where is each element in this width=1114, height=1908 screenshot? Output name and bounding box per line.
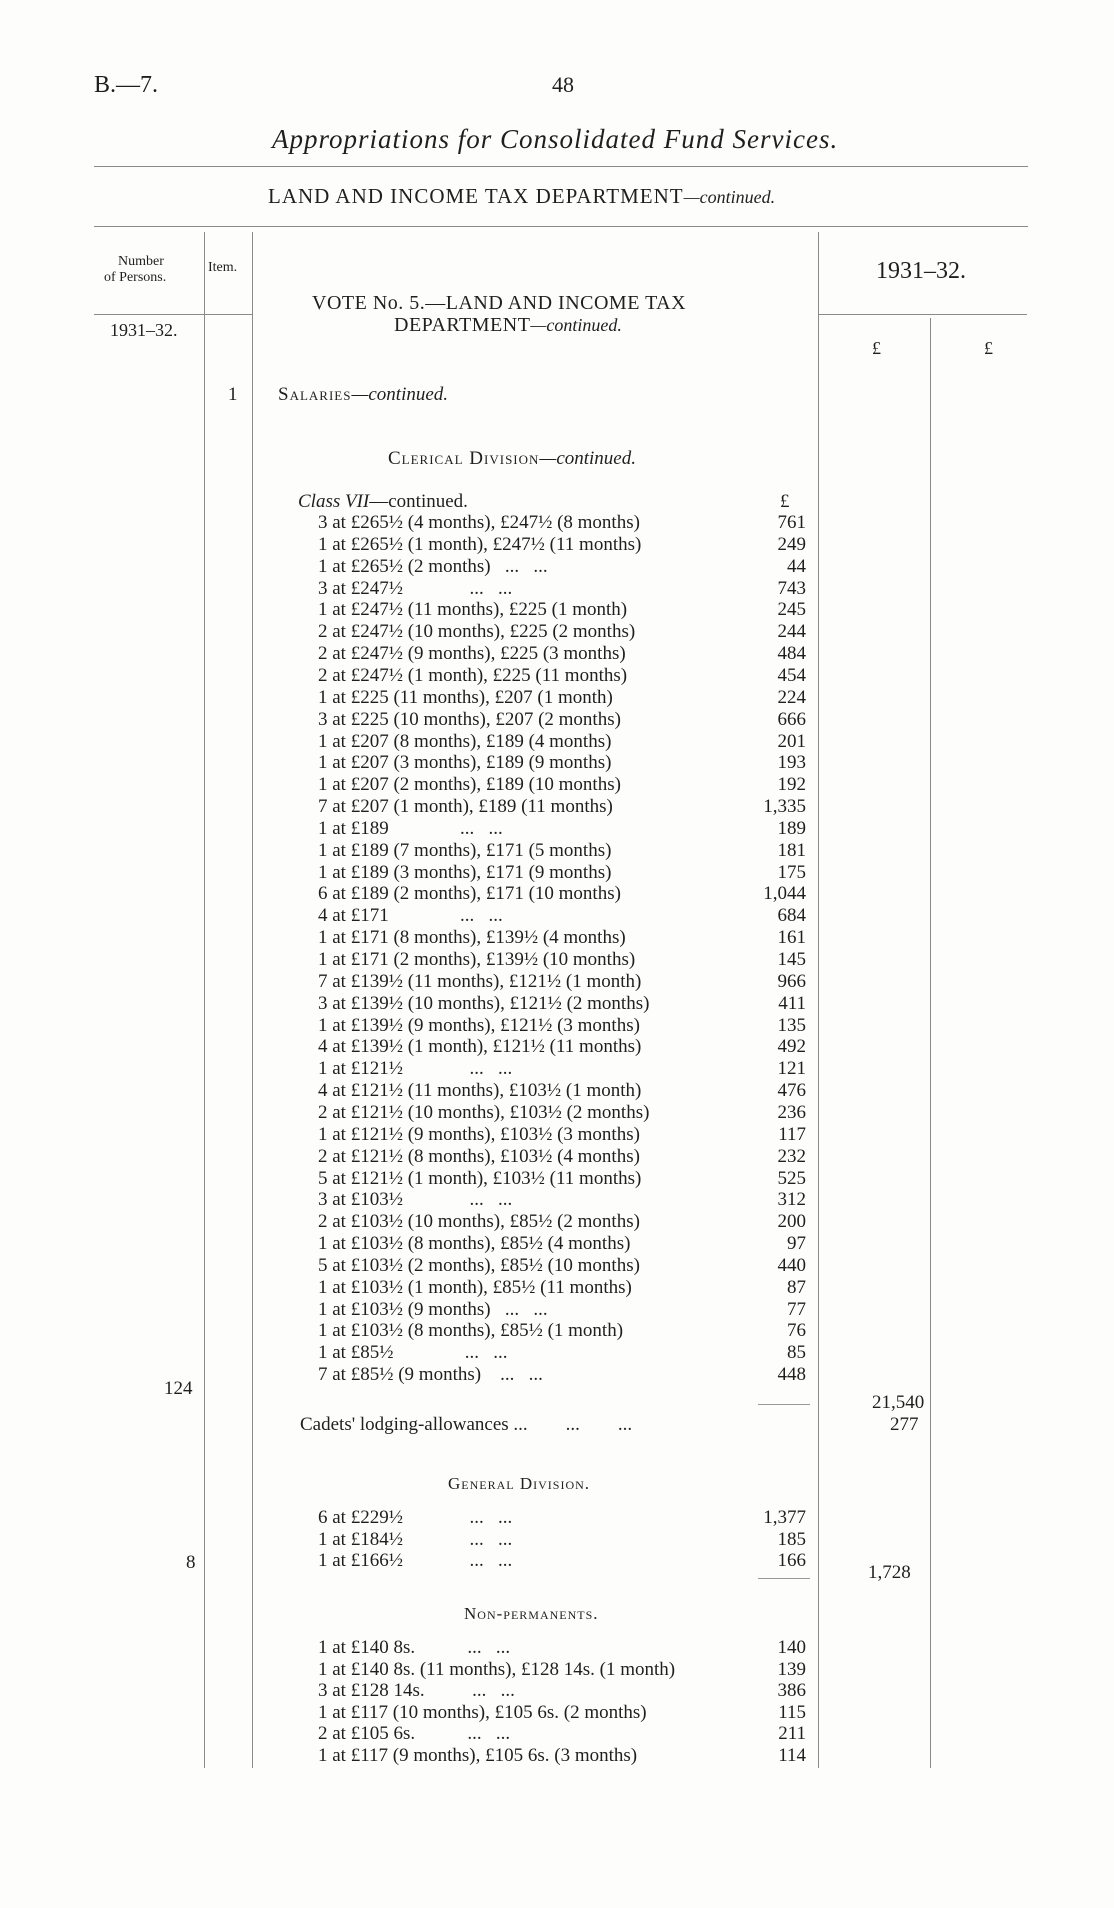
totals-year: 1931–32. — [876, 258, 966, 284]
clerical-row — [0, 862, 1114, 884]
vote-heading-line2 — [394, 314, 622, 337]
clerical-row-amount: 440 — [777, 1254, 806, 1276]
clerical-row — [0, 905, 1114, 927]
vote-heading-line1: VOTE No. 5.—LAND AND INCOME TAX — [312, 292, 687, 314]
item-number: 1 — [228, 384, 238, 405]
clerical-division-continued: —continued. — [539, 448, 636, 469]
general-division-heading: General Division. — [448, 1474, 591, 1493]
clerical-row — [0, 1146, 1114, 1168]
clerical-row-amount: 236 — [777, 1101, 806, 1123]
clerical-row — [0, 796, 1114, 818]
clerical-row — [0, 1211, 1114, 1233]
clerical-row — [0, 1168, 1114, 1190]
clerical-row-description: 1 at £207 (3 months), £189 (9 months) — [318, 752, 612, 774]
clerical-row-description: 7 at £139½ (11 months), £121½ (1 month) — [318, 970, 642, 992]
clerical-row-description: 1 at £171 (8 months), £139½ (4 months) — [318, 927, 626, 949]
nonperm-row — [0, 1723, 1114, 1745]
clerical-row — [0, 1342, 1114, 1364]
clerical-row-description: 1 at £207 (8 months), £189 (4 months) — [318, 730, 612, 752]
clerical-row-amount: 224 — [777, 686, 806, 708]
nonperm-row-description: 1 at £140 8s. ... ... — [318, 1637, 511, 1658]
clerical-row-description: 1 at £265½ (2 months) ... ... — [318, 555, 548, 577]
clerical-row — [0, 1189, 1114, 1211]
clerical-row-amount: 484 — [777, 643, 806, 665]
clerical-row-amount: 1,335 — [763, 796, 806, 818]
clerical-row-amount: 121 — [777, 1058, 806, 1080]
page-number: 48 — [552, 72, 574, 97]
clerical-row-description: 3 at £225 (10 months), £207 (2 months) — [318, 708, 621, 730]
nonperm-row-amount: 211 — [778, 1723, 806, 1745]
clerical-sum-rule — [758, 1404, 810, 1405]
clerical-row-description: 3 at £247½ ... ... — [318, 577, 513, 599]
clerical-row-amount: 245 — [777, 599, 806, 621]
clerical-row-description: 4 at £171 ... ... — [318, 905, 503, 927]
clerical-row — [0, 599, 1114, 621]
clerical-row-amount: 161 — [777, 927, 806, 949]
clerical-row-amount: 77 — [787, 1298, 806, 1320]
nonperm-row-description: 1 at £140 8s. (11 months), £128 14s. (1 month) — [318, 1658, 676, 1680]
clerical-row-amount: 181 — [777, 839, 806, 861]
clerical-row-amount: 189 — [777, 817, 806, 839]
persons-header-rule — [94, 314, 204, 315]
nonperm-row-description: 1 at £117 (10 months), £105 6s. (2 months) — [318, 1701, 647, 1723]
salaries-heading — [278, 384, 448, 406]
general-row — [0, 1550, 1114, 1572]
clerical-row — [0, 949, 1114, 971]
clerical-row-description: 3 at £103½ ... ... — [318, 1189, 513, 1211]
clerical-row-amount: 476 — [777, 1080, 806, 1102]
clerical-row-amount: 411 — [778, 992, 806, 1014]
clerical-row-description: 7 at £207 (1 month), £189 (11 months) — [318, 796, 613, 818]
nonperm-row — [0, 1637, 1114, 1659]
clerical-row-amount: 193 — [777, 752, 806, 774]
clerical-row — [0, 818, 1114, 840]
nonperm-row-amount: 386 — [777, 1680, 806, 1702]
clerical-row-description: 5 at £103½ (2 months), £85½ (10 months) — [318, 1254, 640, 1276]
nonperm-row-description: 1 at £117 (9 months), £105 6s. (3 months) — [318, 1745, 638, 1766]
nonperm-row-description: 3 at £128 14s. ... ... — [318, 1680, 515, 1702]
clerical-row — [0, 731, 1114, 753]
clerical-row — [0, 534, 1114, 556]
clerical-row-description: 7 at £85½ (9 months) ... ... — [318, 1364, 543, 1386]
clerical-row — [0, 643, 1114, 665]
department-name: LAND AND INCOME TAX DEPARTMENT — [268, 184, 684, 208]
clerical-row-description: 1 at £225 (11 months), £207 (1 month) — [318, 686, 613, 708]
class-heading — [298, 491, 468, 513]
clerical-row-amount: 85 — [787, 1342, 806, 1364]
clerical-row-amount: 175 — [777, 861, 806, 883]
clerical-row-amount: 135 — [777, 1014, 806, 1036]
clerical-row-amount: 200 — [777, 1211, 806, 1233]
clerical-persons: 124 — [164, 1378, 193, 1399]
nonperm-row-amount: 140 — [777, 1637, 806, 1658]
clerical-row-description: 1 at £189 ... ... — [318, 817, 503, 839]
class-label: Class VII — [298, 491, 370, 512]
clerical-row — [0, 709, 1114, 731]
clerical-row-amount: 44 — [787, 555, 806, 577]
clerical-row-amount: 684 — [777, 905, 806, 927]
general-row-amount: 166 — [777, 1550, 806, 1571]
department-heading — [268, 184, 775, 209]
clerical-row — [0, 1277, 1114, 1299]
clerical-row-description: 2 at £121½ (8 months), £103½ (4 months) — [318, 1145, 640, 1167]
clerical-row-description: 5 at £121½ (1 month), £103½ (11 months) — [318, 1167, 642, 1189]
clerical-row — [0, 1058, 1114, 1080]
clerical-row — [0, 774, 1114, 796]
clerical-row-amount: 743 — [777, 577, 806, 599]
clerical-row — [0, 578, 1114, 600]
vote-continued: —continued. — [530, 315, 622, 335]
persons-header-line1: Number — [118, 254, 164, 269]
general-row-description: 6 at £229½ ... ... — [318, 1507, 513, 1528]
salaries-label: Salaries — [278, 384, 352, 405]
general-row-description: 1 at £166½ ... ... — [318, 1550, 513, 1571]
general-row-amount: 1,377 — [763, 1507, 806, 1528]
clerical-row — [0, 556, 1114, 578]
cadets-amount: 277 — [890, 1414, 919, 1435]
clerical-row — [0, 1320, 1114, 1342]
clerical-row-amount: 492 — [777, 1036, 806, 1058]
item-header-rule — [205, 314, 252, 315]
clerical-row-amount: 966 — [777, 970, 806, 992]
clerical-row-description: 2 at £247½ (10 months), £225 (2 months) — [318, 621, 636, 643]
page-title: Appropriations for Consolidated Fund Services. — [272, 124, 839, 154]
clerical-row-description: 4 at £121½ (11 months), £103½ (1 month) — [318, 1080, 642, 1102]
clerical-row-amount: 76 — [787, 1320, 806, 1342]
clerical-row-amount: 117 — [778, 1123, 806, 1145]
persons-year: 1931–32. — [110, 320, 178, 340]
clerical-row-description: 1 at £171 (2 months), £139½ (10 months) — [318, 949, 636, 970]
clerical-row — [0, 1102, 1114, 1124]
page-reference: B.—7. — [94, 72, 159, 98]
clerical-row-amount: 87 — [787, 1276, 806, 1298]
year-header-rule — [819, 314, 1027, 315]
clerical-row-amount: 448 — [777, 1364, 806, 1386]
general-row-amount: 185 — [777, 1528, 806, 1550]
pound-sign-left: £ — [872, 338, 881, 358]
clerical-row-amount: 454 — [777, 664, 806, 686]
title-rule — [94, 166, 1028, 167]
clerical-row-amount: 761 — [777, 512, 806, 533]
clerical-row-description: 1 at £265½ (1 month), £247½ (11 months) — [318, 533, 642, 555]
general-persons: 8 — [186, 1552, 196, 1573]
nonperm-row-amount: 139 — [777, 1658, 806, 1680]
clerical-row-description: 1 at £85½ ... ... — [318, 1342, 508, 1364]
general-row — [0, 1529, 1114, 1551]
nonperm-row — [0, 1680, 1114, 1702]
clerical-row — [0, 840, 1114, 862]
clerical-row — [0, 512, 1114, 534]
general-sum-rule — [758, 1578, 810, 1579]
clerical-row-amount: 97 — [787, 1233, 806, 1255]
clerical-row-description: 1 at £121½ (9 months), £103½ (3 months) — [318, 1123, 640, 1145]
clerical-row — [0, 1036, 1114, 1058]
nonperm-row-amount: 115 — [778, 1701, 806, 1723]
clerical-division-heading — [388, 448, 636, 470]
clerical-row-description: 2 at £247½ (1 month), £225 (11 months) — [318, 664, 628, 686]
nonperm-row-description: 2 at £105 6s. ... ... — [318, 1723, 511, 1745]
clerical-division-label: Clerical Division — [388, 448, 540, 469]
clerical-row-description: 2 at £121½ (10 months), £103½ (2 months) — [318, 1101, 650, 1123]
clerical-row — [0, 687, 1114, 709]
clerical-row-description: 2 at £103½ (10 months), £85½ (2 months) — [318, 1211, 640, 1233]
nonperm-row-amount: 114 — [778, 1745, 806, 1766]
clerical-row — [0, 1233, 1114, 1255]
class-continued: —continued. — [369, 491, 468, 512]
clerical-row — [0, 1124, 1114, 1146]
vote-department: DEPARTMENT — [394, 314, 531, 336]
pound-sign-right: £ — [984, 338, 993, 358]
non-permanents-heading: Non-permanents. — [464, 1604, 599, 1623]
clerical-row-amount: 525 — [777, 1167, 806, 1189]
nonperm-row — [0, 1659, 1114, 1681]
clerical-row-description: 1 at £103½ (1 month), £85½ (11 months) — [318, 1276, 632, 1298]
clerical-row-amount: 192 — [777, 774, 806, 796]
clerical-row — [0, 1080, 1114, 1102]
clerical-row-description: 1 at £103½ (8 months), £85½ (1 month) — [318, 1320, 624, 1342]
clerical-row-description: 3 at £265½ (4 months), £247½ (8 months) — [318, 512, 640, 533]
clerical-row-amount: 145 — [777, 949, 806, 970]
clerical-row — [0, 665, 1114, 687]
clerical-row-description: 3 at £139½ (10 months), £121½ (2 months) — [318, 992, 650, 1014]
general-row — [0, 1507, 1114, 1529]
clerical-row — [0, 752, 1114, 774]
clerical-row — [0, 1015, 1114, 1037]
clerical-row-description: 1 at £103½ (8 months), £85½ (4 months) — [318, 1233, 631, 1255]
clerical-row-amount: 666 — [777, 708, 806, 730]
clerical-row-description: 4 at £139½ (1 month), £121½ (11 months) — [318, 1036, 642, 1058]
clerical-row — [0, 621, 1114, 643]
clerical-row-description: 1 at £139½ (9 months), £121½ (3 months) — [318, 1014, 640, 1036]
general-subtotal: 1,728 — [868, 1562, 911, 1583]
clerical-row — [0, 1299, 1114, 1321]
clerical-row-description: 1 at £207 (2 months), £189 (10 months) — [318, 774, 621, 796]
clerical-row-amount: 244 — [777, 621, 806, 643]
salaries-continued: —continued. — [351, 384, 449, 405]
clerical-row-description: 2 at £247½ (9 months), £225 (3 months) — [318, 643, 626, 665]
clerical-row-description: 1 at £103½ (9 months) ... ... — [318, 1298, 548, 1320]
clerical-row-description: 1 at £189 (7 months), £171 (5 months) — [318, 839, 612, 861]
clerical-row — [0, 883, 1114, 905]
cadets-label: Cadets' lodging-allowances ... ... ... — [300, 1414, 633, 1435]
item-header: Item. — [208, 260, 238, 275]
clerical-row-amount: 312 — [777, 1189, 806, 1211]
persons-header-line2: of Persons. — [104, 270, 167, 285]
department-continued: —continued. — [683, 187, 776, 207]
clerical-row — [0, 927, 1114, 949]
clerical-row-description: 1 at £121½ ... ... — [318, 1058, 513, 1080]
clerical-row — [0, 1255, 1114, 1277]
department-rule — [94, 226, 1028, 227]
nonperm-row — [0, 1702, 1114, 1724]
clerical-row — [0, 971, 1114, 993]
clerical-row-amount: 201 — [777, 730, 806, 752]
clerical-row — [0, 993, 1114, 1015]
clerical-row-amount: 249 — [777, 533, 806, 555]
clerical-row-description: 1 at £189 (3 months), £171 (9 months) — [318, 861, 612, 883]
general-row-description: 1 at £184½ ... ... — [318, 1528, 513, 1550]
clerical-row-description: 1 at £247½ (11 months), £225 (1 month) — [318, 599, 628, 621]
clerical-row-amount: 232 — [777, 1145, 806, 1167]
clerical-subtotal: 21,540 — [872, 1392, 925, 1413]
nonperm-row — [0, 1745, 1114, 1767]
clerical-row-description: 6 at £189 (2 months), £171 (10 months) — [318, 883, 621, 905]
class-pound-sign: £ — [780, 491, 790, 512]
clerical-row-amount: 1,044 — [763, 883, 806, 905]
